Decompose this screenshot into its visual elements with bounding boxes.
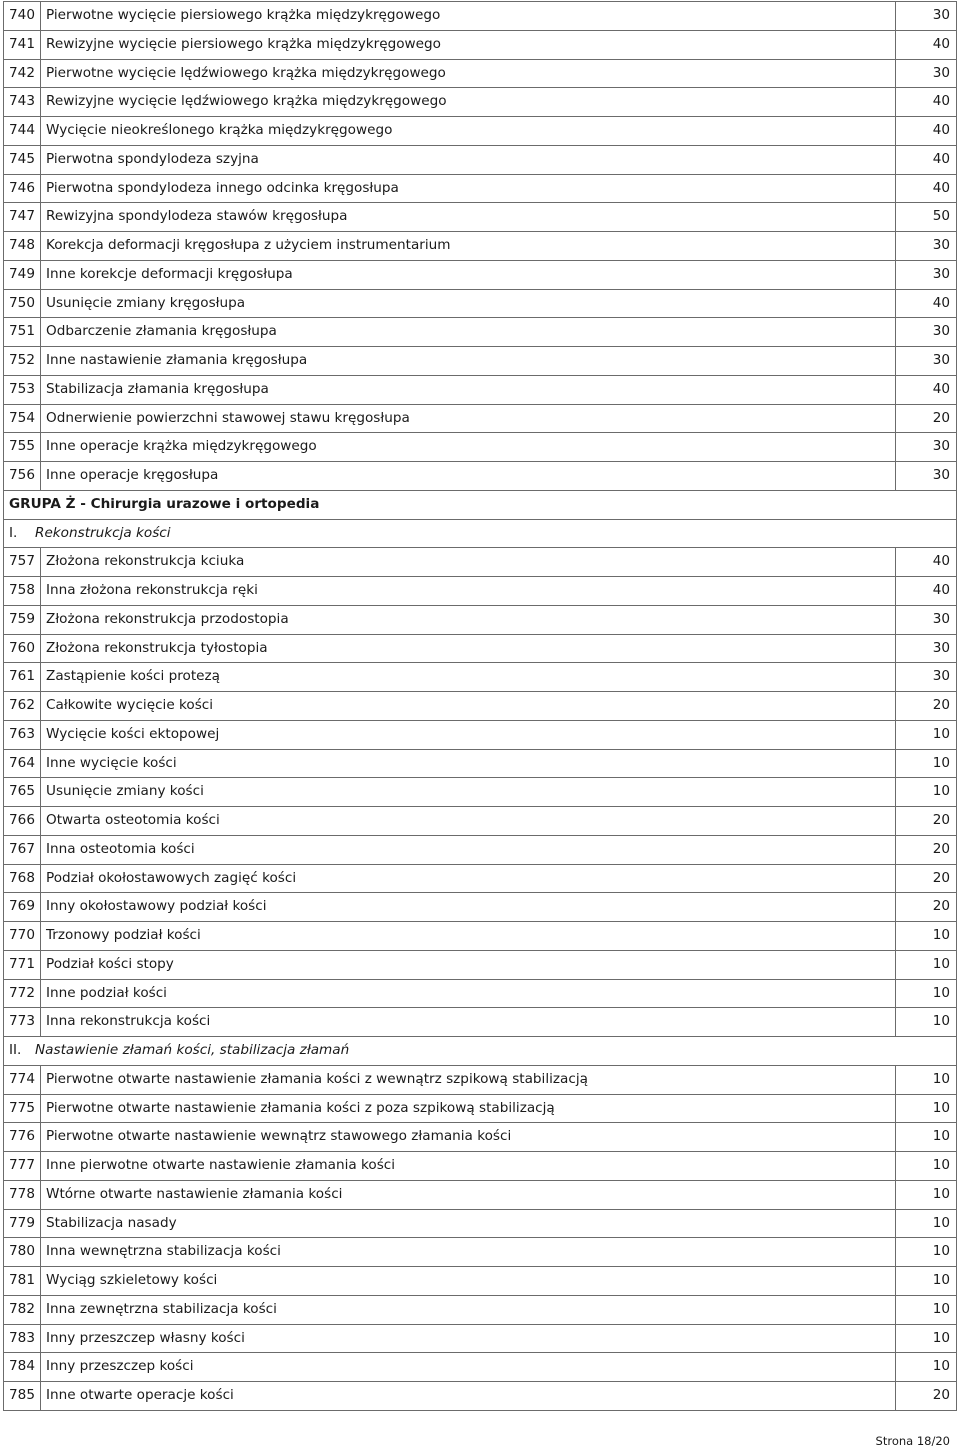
table-row <box>4 145 957 174</box>
procedure-name: Inne podział kości <box>41 979 896 1008</box>
procedure-points: 10 <box>896 1008 957 1037</box>
procedure-name: Inne nastawienie złamania kręgosłupa <box>41 347 896 376</box>
table-row <box>4 2 957 31</box>
procedure-points: 10 <box>896 778 957 807</box>
procedure-number: 745 <box>4 145 41 174</box>
procedure-points: 20 <box>896 807 957 836</box>
procedure-number: 776 <box>4 1123 41 1152</box>
table-row <box>4 404 957 433</box>
procedure-number: 759 <box>4 605 41 634</box>
table-row <box>4 462 957 491</box>
procedure-name: Pierwotne otwarte nastawienie wewnątrz stawowego złamania kości <box>41 1123 896 1152</box>
procedure-number: 769 <box>4 893 41 922</box>
procedure-points: 30 <box>896 433 957 462</box>
table-row <box>4 117 957 146</box>
table-row <box>4 318 957 347</box>
table-row <box>4 577 957 606</box>
procedure-name: Stabilizacja złamania kręgosłupa <box>41 375 896 404</box>
table-row <box>4 979 957 1008</box>
procedure-points: 40 <box>896 117 957 146</box>
group-heading: GRUPA Ż - Chirurgia urazowe i ortopedia <box>4 490 957 519</box>
procedure-name: Inny przeszczep kości <box>41 1353 896 1382</box>
procedure-number: 753 <box>4 375 41 404</box>
table-row <box>4 232 957 261</box>
procedure-number: 781 <box>4 1267 41 1296</box>
table-row <box>4 1353 957 1382</box>
group-heading-row <box>4 490 957 519</box>
procedure-name: Złożona rekonstrukcja kciuka <box>41 548 896 577</box>
procedure-table-body <box>4 2 957 1411</box>
procedure-name: Wtórne otwarte nastawienie złamania kości <box>41 1180 896 1209</box>
table-row <box>4 950 957 979</box>
procedure-points: 10 <box>896 1209 957 1238</box>
table-row <box>4 749 957 778</box>
procedure-name: Usunięcie zmiany kości <box>41 778 896 807</box>
procedure-name: Rewizyjne wycięcie piersiowego krążka międzykręgowego <box>41 30 896 59</box>
procedure-number: 752 <box>4 347 41 376</box>
procedure-points: 10 <box>896 1324 957 1353</box>
procedure-points: 20 <box>896 835 957 864</box>
procedure-number: 771 <box>4 950 41 979</box>
table-row <box>4 1094 957 1123</box>
procedure-name: Odnerwienie powierzchni stawowej stawu kręgosłupa <box>41 404 896 433</box>
procedure-number: 750 <box>4 289 41 318</box>
procedure-number: 783 <box>4 1324 41 1353</box>
procedure-name: Podział kości stopy <box>41 950 896 979</box>
procedure-name: Trzonowy podział kości <box>41 922 896 951</box>
procedure-number: 754 <box>4 404 41 433</box>
section-heading <box>4 519 957 548</box>
procedure-name: Inna rekonstrukcja kości <box>41 1008 896 1037</box>
procedure-number: 756 <box>4 462 41 491</box>
procedure-number: 751 <box>4 318 41 347</box>
procedure-number: 763 <box>4 720 41 749</box>
section-heading-row <box>4 519 957 548</box>
procedure-name: Inne otwarte operacje kości <box>41 1382 896 1411</box>
procedure-points: 30 <box>896 663 957 692</box>
procedure-number: 784 <box>4 1353 41 1382</box>
procedure-points: 10 <box>896 1065 957 1094</box>
table-row <box>4 30 957 59</box>
procedure-points: 40 <box>896 30 957 59</box>
section-heading <box>4 1037 957 1066</box>
procedure-points: 40 <box>896 88 957 117</box>
procedure-name: Stabilizacja nasady <box>41 1209 896 1238</box>
procedure-points: 10 <box>896 749 957 778</box>
procedure-points: 10 <box>896 1238 957 1267</box>
procedure-number: 767 <box>4 835 41 864</box>
table-row <box>4 1382 957 1411</box>
procedure-number: 782 <box>4 1295 41 1324</box>
procedure-name: Inne operacje kręgosłupa <box>41 462 896 491</box>
table-row <box>4 1295 957 1324</box>
table-row <box>4 1324 957 1353</box>
procedure-number: 760 <box>4 634 41 663</box>
procedure-points: 30 <box>896 232 957 261</box>
procedure-name: Inna wewnętrzna stabilizacja kości <box>41 1238 896 1267</box>
procedure-number: 775 <box>4 1094 41 1123</box>
procedure-name: Rewizyjna spondylodeza stawów kręgosłupa <box>41 203 896 232</box>
procedure-number: 757 <box>4 548 41 577</box>
procedure-name: Inne wycięcie kości <box>41 749 896 778</box>
table-row <box>4 778 957 807</box>
procedure-points: 30 <box>896 462 957 491</box>
procedure-points: 50 <box>896 203 957 232</box>
procedure-points: 10 <box>896 979 957 1008</box>
procedure-name: Pierwotne wycięcie lędźwiowego krążka międzykręgowego <box>41 59 896 88</box>
procedure-number: 740 <box>4 2 41 31</box>
procedure-points: 10 <box>896 1180 957 1209</box>
procedure-number: 749 <box>4 260 41 289</box>
table-row <box>4 605 957 634</box>
procedure-name: Otwarta osteotomia kości <box>41 807 896 836</box>
table-row <box>4 634 957 663</box>
procedure-number: 762 <box>4 692 41 721</box>
procedure-name: Inne pierwotne otwarte nastawienie złamania kości <box>41 1152 896 1181</box>
procedure-number: 748 <box>4 232 41 261</box>
procedure-points: 20 <box>896 893 957 922</box>
procedure-points: 30 <box>896 318 957 347</box>
procedure-number: 785 <box>4 1382 41 1411</box>
procedure-name: Inna osteotomia kości <box>41 835 896 864</box>
procedure-number: 764 <box>4 749 41 778</box>
table-row <box>4 1065 957 1094</box>
procedure-points: 10 <box>896 1353 957 1382</box>
table-row <box>4 835 957 864</box>
procedure-number: 755 <box>4 433 41 462</box>
procedure-number: 758 <box>4 577 41 606</box>
procedure-points: 10 <box>896 1295 957 1324</box>
procedure-points: 10 <box>896 1267 957 1296</box>
table-row <box>4 1123 957 1152</box>
procedure-name: Wycięcie kości ektopowej <box>41 720 896 749</box>
procedure-points: 30 <box>896 634 957 663</box>
table-row <box>4 203 957 232</box>
table-row <box>4 922 957 951</box>
procedure-name: Pierwotne otwarte nastawienie złamania kości z wewnątrz szpikową stabilizacją <box>41 1065 896 1094</box>
section-roman-numeral: I. <box>9 524 18 541</box>
table-row <box>4 59 957 88</box>
table-row <box>4 1180 957 1209</box>
procedure-name: Odbarczenie złamania kręgosłupa <box>41 318 896 347</box>
table-row <box>4 692 957 721</box>
procedure-number: 747 <box>4 203 41 232</box>
procedure-name: Korekcja deformacji kręgosłupa z użyciem instrumentarium <box>41 232 896 261</box>
procedure-number: 742 <box>4 59 41 88</box>
procedure-name: Pierwotna spondylodeza szyjna <box>41 145 896 174</box>
procedure-number: 774 <box>4 1065 41 1094</box>
procedure-name: Inne korekcje deformacji kręgosłupa <box>41 260 896 289</box>
procedure-points: 40 <box>896 289 957 318</box>
procedure-points: 30 <box>896 347 957 376</box>
table-row <box>4 375 957 404</box>
procedure-name: Inny przeszczep własny kości <box>41 1324 896 1353</box>
procedure-points: 20 <box>896 864 957 893</box>
procedure-name: Podział okołostawowych zagięć kości <box>41 864 896 893</box>
table-row <box>4 720 957 749</box>
procedure-points: 30 <box>896 260 957 289</box>
procedure-name: Inny okołostawowy podział kości <box>41 893 896 922</box>
table-row <box>4 174 957 203</box>
procedure-name: Złożona rekonstrukcja przodostopia <box>41 605 896 634</box>
procedure-number: 766 <box>4 807 41 836</box>
table-row <box>4 807 957 836</box>
procedure-name: Złożona rekonstrukcja tyłostopia <box>41 634 896 663</box>
table-row <box>4 864 957 893</box>
procedure-points: 10 <box>896 1094 957 1123</box>
section-title: Nastawienie złamań kości, stabilizacja złamań <box>35 1042 350 1059</box>
page-number: Strona 18/20 <box>875 1434 950 1448</box>
procedure-points: 10 <box>896 950 957 979</box>
table-row <box>4 289 957 318</box>
procedure-number: 779 <box>4 1209 41 1238</box>
procedure-name: Rewizyjne wycięcie lędźwiowego krążka międzykręgowego <box>41 88 896 117</box>
procedure-name: Pierwotna spondylodeza innego odcinka kręgosłupa <box>41 174 896 203</box>
procedure-number: 777 <box>4 1152 41 1181</box>
procedure-name: Wyciąg szkieletowy kości <box>41 1267 896 1296</box>
procedure-points: 40 <box>896 145 957 174</box>
table-row <box>4 433 957 462</box>
section-heading-row <box>4 1037 957 1066</box>
procedure-points: 40 <box>896 577 957 606</box>
table-row <box>4 1238 957 1267</box>
procedure-points: 30 <box>896 59 957 88</box>
procedure-name: Zastąpienie kości protezą <box>41 663 896 692</box>
procedure-points: 40 <box>896 548 957 577</box>
procedure-points: 10 <box>896 1123 957 1152</box>
section-title: Rekonstrukcja kości <box>35 524 171 541</box>
procedure-name: Usunięcie zmiany kręgosłupa <box>41 289 896 318</box>
procedure-number: 772 <box>4 979 41 1008</box>
procedure-number: 773 <box>4 1008 41 1037</box>
procedure-table <box>3 1 957 1411</box>
table-row <box>4 1152 957 1181</box>
procedure-name: Wycięcie nieokreślonego krążka międzykręgowego <box>41 117 896 146</box>
procedure-points: 10 <box>896 922 957 951</box>
procedure-number: 746 <box>4 174 41 203</box>
procedure-points: 40 <box>896 375 957 404</box>
table-row <box>4 347 957 376</box>
table-row <box>4 1209 957 1238</box>
procedure-name: Inna zewnętrzna stabilizacja kości <box>41 1295 896 1324</box>
procedure-name: Pierwotne otwarte nastawienie złamania kości z poza szpikową stabilizacją <box>41 1094 896 1123</box>
table-row <box>4 260 957 289</box>
table-row <box>4 548 957 577</box>
procedure-name: Całkowite wycięcie kości <box>41 692 896 721</box>
procedure-points: 10 <box>896 720 957 749</box>
table-row <box>4 1267 957 1296</box>
procedure-number: 741 <box>4 30 41 59</box>
procedure-points: 20 <box>896 404 957 433</box>
table-row <box>4 893 957 922</box>
procedure-number: 743 <box>4 88 41 117</box>
section-roman-numeral: II. <box>9 1042 22 1059</box>
table-row <box>4 1008 957 1037</box>
procedure-number: 744 <box>4 117 41 146</box>
procedure-number: 761 <box>4 663 41 692</box>
procedure-name: Inna złożona rekonstrukcja ręki <box>41 577 896 606</box>
table-row <box>4 663 957 692</box>
procedure-points: 20 <box>896 692 957 721</box>
procedure-number: 768 <box>4 864 41 893</box>
procedure-name: Inne operacje krążka międzykręgowego <box>41 433 896 462</box>
procedure-points: 30 <box>896 2 957 31</box>
procedure-number: 770 <box>4 922 41 951</box>
procedure-number: 778 <box>4 1180 41 1209</box>
procedure-points: 10 <box>896 1152 957 1181</box>
table-row <box>4 88 957 117</box>
procedure-points: 40 <box>896 174 957 203</box>
procedure-name: Pierwotne wycięcie piersiowego krążka międzykręgowego <box>41 2 896 31</box>
procedure-points: 30 <box>896 605 957 634</box>
procedure-number: 780 <box>4 1238 41 1267</box>
procedure-points: 20 <box>896 1382 957 1411</box>
procedure-number: 765 <box>4 778 41 807</box>
